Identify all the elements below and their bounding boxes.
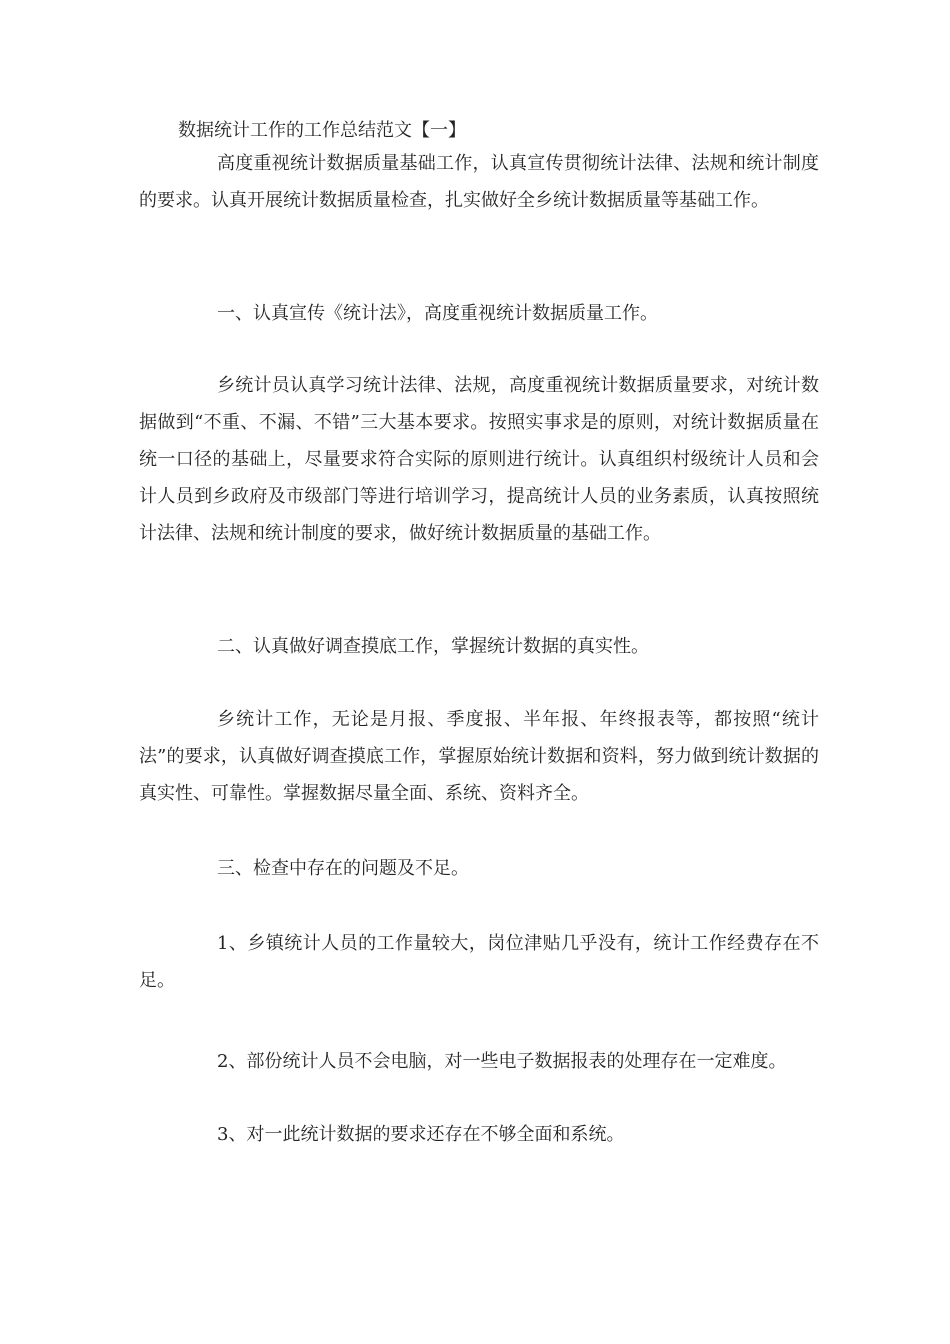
section-2-heading: 二、认真做好调查摸底工作，掌握统计数据的真实性。	[217, 636, 649, 657]
intro-paragraph: 高度重视统计数据质量基础工作，认真宣传贯彻统计法律、法规和统计制度的要求。认真开展统计数据质量检查，扎实做好全乡统计数据质量等基础工作。	[139, 153, 819, 211]
section-3-heading: 三、检查中存在的问题及不足。	[217, 858, 469, 879]
section-2-paragraph: 乡统计工作，无论是月报、季度报、半年报、年终报表等，都按照“统计法”的要求，认真做好调查摸底工作，掌握原始统计数据和资料，努力做到统计数据的真实性、可靠性。掌握数据尽量全面、系统、资料齐全。	[139, 709, 819, 804]
issue-item-3: 3、对一此统计数据的要求还存在不够全面和系统。	[217, 1124, 625, 1145]
document-title: 数据统计工作的工作总结范文【一】	[178, 120, 466, 141]
section-1-paragraph: 乡统计员认真学习统计法律、法规，高度重视统计数据质量要求，对统计数据做到“不重、不漏、不错”三大基本要求。按照实事求是的原则，对统计数据质量在统一口径的基础上，尽量要求符合实际的原则进行统计。认真组织村级统计人员和会计人员到乡政府及市级部门等进行培训学习，提高统计人员的业务素质，认真按照统计法律、法规和统计制度的要求，做好统计数据质量的基础工作。	[139, 375, 819, 544]
issue-item-2: 2、部份统计人员不会电脑，对一些电子数据报表的处理存在一定难度。	[217, 1051, 787, 1072]
issue-item-1: 1、乡镇统计人员的工作量较大，岗位津贴几乎没有，统计工作经费存在不足。	[139, 933, 819, 991]
section-1-heading: 一、认真宣传《统计法》，高度重视统计数据质量工作。	[217, 303, 658, 324]
